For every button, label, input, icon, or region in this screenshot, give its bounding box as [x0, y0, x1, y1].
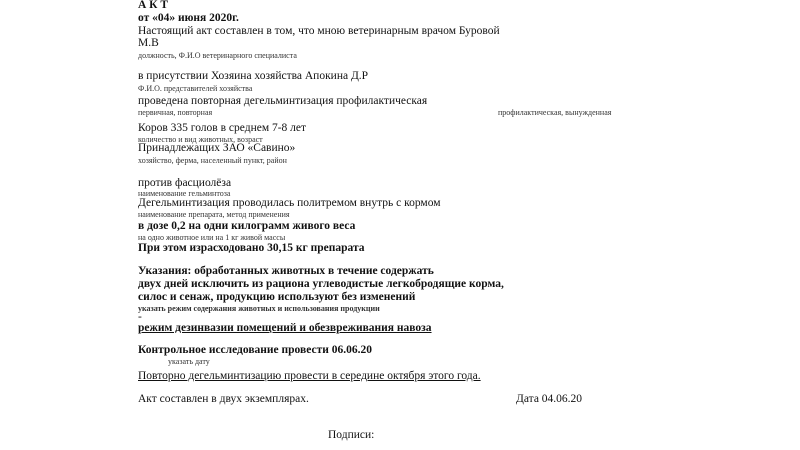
performed-line: проведена повторная дегельминтизация профилактическая [138, 95, 428, 107]
presence-line: в присутствии Хозяина хозяйства Апокина Д.Р [138, 70, 369, 82]
instructions-line-3: силос и сенаж, продукцию используют без изменений [138, 291, 416, 303]
dose-line: в дозе 0,2 на одни килограмм живого веса [138, 220, 356, 232]
document-date: от «04» июня 2020г. [138, 12, 239, 24]
hint-regime: указать режим содержания животных и использования продукции [138, 304, 380, 313]
hint-disease: наименование гельминтоза [138, 189, 231, 198]
animals-line: Коров 335 голов в среднем 7-8 лет [138, 122, 307, 134]
instructions-line-2: двух дней исключить из рациона углеводистые легкобродящие корма, [138, 278, 504, 290]
document-title: А К Т [138, 0, 169, 11]
against-line: против фасциолёза [138, 177, 232, 189]
repeat-line: Повторно дегельминтизацию провести в середине октября этого года. [138, 370, 481, 382]
hint-type-left: первичная, повторная [138, 108, 213, 117]
control-line: Контрольное исследование провести 06.06.20 [138, 344, 372, 356]
hint-representatives: Ф.И.О. представителей хозяйства [138, 84, 253, 93]
hint-dose: на одно животное или на 1 кг живой массы [138, 233, 286, 242]
intro-line-1: Настоящий акт составлен в том, что мною ветеринарным врачом Буровой [138, 25, 500, 37]
hint-date: указать дату [168, 357, 210, 366]
hint-position: должность, Ф.И.О ветеринарного специалиста [138, 51, 297, 60]
owner-line: Принадлежащих ЗАО «Савино» [138, 142, 296, 154]
hint-animals: количество и вид животных, возраст [138, 135, 263, 144]
hint-method: наименование препарата, метод применения [138, 210, 290, 219]
copies-line: Акт составлен в двух экземплярах. [138, 393, 309, 405]
consumed-line: При этом израсходовано 30,15 кг препарата [138, 242, 365, 254]
intro-line-2: М.В [138, 37, 159, 49]
date-line: Дата 04.06.20 [516, 393, 583, 405]
hint-owner: хозяйство, ферма, населенный пункт, район [138, 156, 287, 165]
instructions-line-1: Указания: обработанных животных в течение содержать [138, 265, 434, 277]
method-line: Дегельминтизация проводилась политремом внутрь с кормом [138, 197, 441, 209]
dash: - [138, 311, 142, 323]
disinfection-line: режим дезинвазии помещений и обезвреживания навоза [138, 322, 432, 334]
hint-type-right: профилактическая, вынужденная [498, 108, 612, 117]
signatures-label: Подписи: [328, 429, 375, 441]
